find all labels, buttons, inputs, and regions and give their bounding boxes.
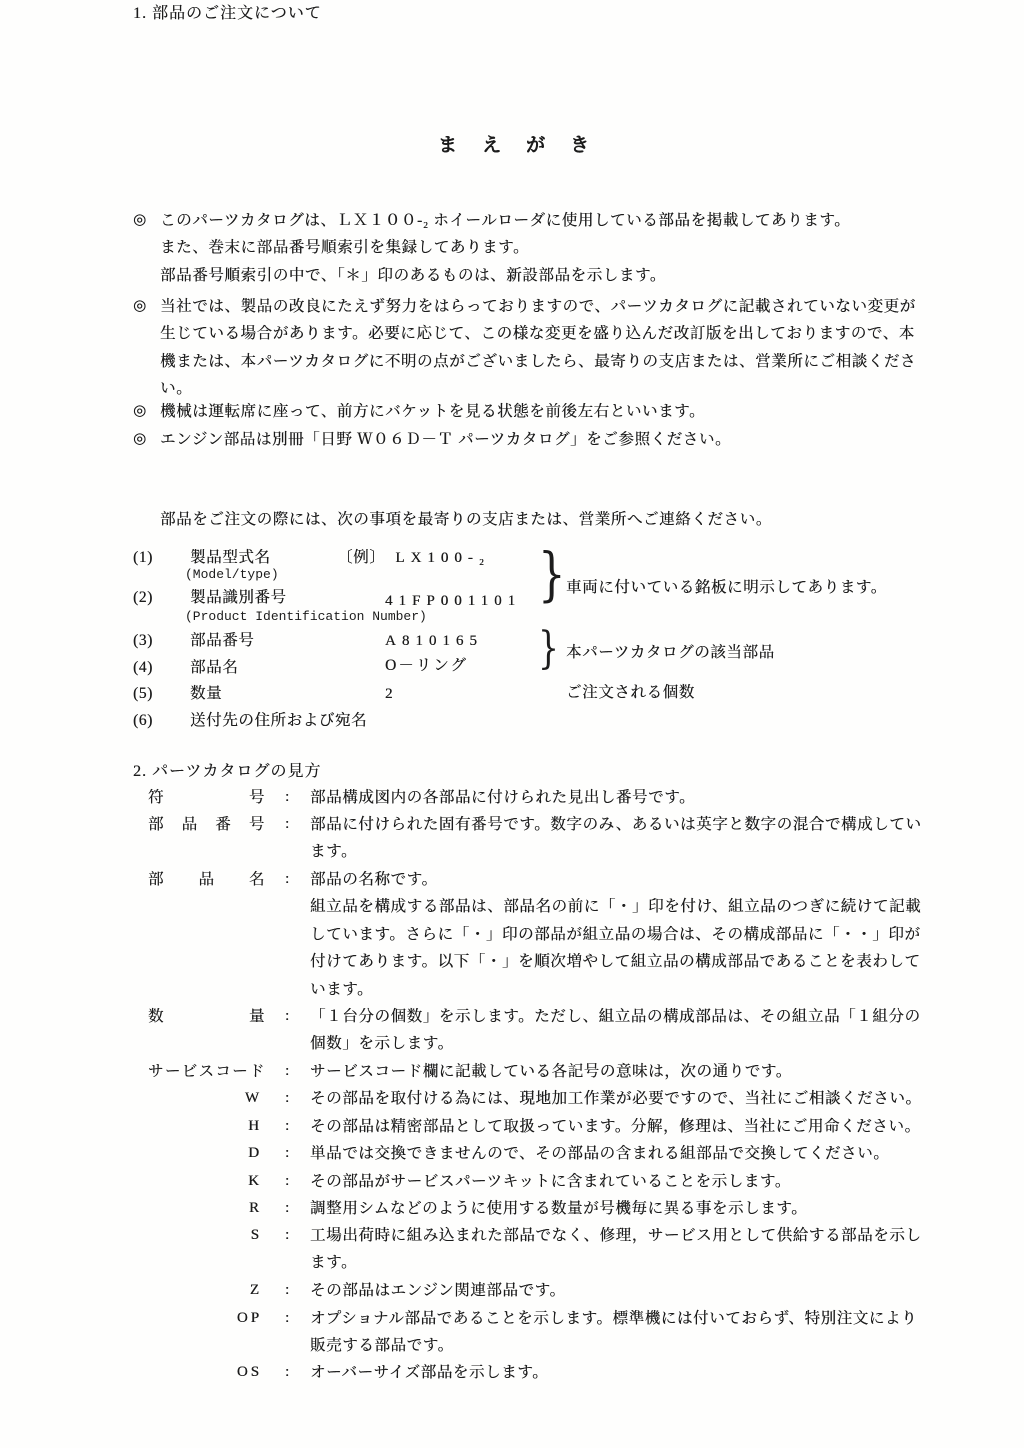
notice-line: 機または、本パーツカタログに不明の点がございましたら、最寄りの支店または、営業所にご相談くださ [160, 352, 917, 370]
item-number: (4) [133, 659, 153, 676]
definition-line: ます。 [310, 843, 358, 861]
item-number: (6) [133, 712, 153, 729]
service-code-letter: OP [236, 1310, 262, 1326]
definition-line: しています。さらに「・」印の部品が組立品の場合は、その構成部品に「・・」印が [310, 925, 921, 943]
definition-line: います。 [310, 980, 374, 998]
notice-text [160, 293, 920, 403]
colon-separator: : [285, 871, 290, 887]
definition-line: その部品は精密部品として取扱っています。分解，修理は、当社にご用命ください。 [310, 1118, 921, 1135]
definition-text [310, 866, 926, 1003]
service-code-text [310, 1277, 926, 1304]
definition-line: オプショナル部品であることを示します。標準機には付いておらず、特別注文により [310, 1310, 918, 1327]
term-label: サ ー ビ ス コ ー ド [148, 1063, 265, 1080]
nameplate-note: 車両に付いている銘板に明示してあります。 [566, 579, 887, 596]
model-type-value: LX100-₂ [395, 550, 491, 566]
colon-separator: : [285, 1227, 290, 1243]
term-label: 符 号 [148, 789, 265, 806]
service-code-letter: S [250, 1227, 262, 1243]
definition-line: その部品がサービスパーツキットに含まれていることを示します。 [310, 1173, 791, 1190]
notice-text [160, 207, 920, 289]
brace-nameplate: } [538, 540, 566, 608]
example-prefix: 〔例〕 [337, 549, 386, 566]
notice-item [133, 398, 920, 425]
notice-text [160, 426, 920, 453]
section2-heading: 2. パーツカタログの見方 [133, 763, 322, 780]
item-number: (2) [133, 589, 153, 606]
definition-line: 販売する部品です。 [310, 1337, 454, 1355]
notice-text [160, 398, 920, 425]
definition-text [310, 1003, 926, 1058]
notice-line: エンジン部品は別冊「日野 Ｗ０６Ｄ－Ｔ パーツカタログ」をご参照ください。 [160, 431, 732, 448]
definition-line: ます。 [310, 1254, 358, 1272]
definition-line: 個数」を示します。 [310, 1035, 454, 1053]
service-code-text [310, 1085, 926, 1112]
definition-line: 組立品を構成する部品は、部品名の前に「・」印を付け、組立品のつぎに続けて記載 [310, 898, 922, 916]
page-title: ま え が き [438, 135, 593, 156]
service-code-text [310, 1222, 926, 1277]
service-code-letter: D [248, 1145, 262, 1161]
item-sublabel-en: (Model/type) [185, 567, 279, 582]
notice-item [133, 426, 920, 453]
service-code-text [310, 1113, 926, 1140]
definition-line: 調整用シムなどのように使用する数量が号機毎に異る事を示します。 [310, 1200, 808, 1217]
service-code-letter: Z [249, 1282, 262, 1298]
definition-line: 単品では交換できませんので、その部品の含まれる組部品で交換してください。 [310, 1145, 890, 1162]
service-code-letter: W [244, 1090, 262, 1106]
quantity-value: 2 [385, 686, 399, 702]
definition-text [310, 784, 926, 811]
part-number-value: A810165 [385, 633, 483, 649]
colon-separator: : [285, 1118, 290, 1134]
notice-line: このパーツカタログは、ＬＸ１００-₂ ホイールローダに使用している部品を掲載してあります。 [160, 212, 851, 229]
serial-number-value: 41FP001101 [385, 593, 522, 609]
double-circle-bullet-icon: ◎ [133, 298, 147, 314]
part-name-value: O－リング [385, 657, 468, 674]
notice-line: い。 [160, 380, 193, 398]
notice-line: 部品番号順索引の中で、「＊」印のあるものは、新設部品を示します。 [160, 266, 666, 284]
item-label: 送付先の住所および宛名 [190, 712, 368, 729]
colon-separator: : [285, 816, 290, 832]
colon-separator: : [285, 1173, 290, 1189]
item-sublabel-en: (Product Identification Number) [185, 609, 427, 624]
item-number: (3) [133, 632, 153, 649]
term-label: 部 品 番 号 [148, 816, 265, 833]
item-label: 数量 [190, 685, 223, 702]
notice-line: また、巻末に部品番号順索引を集録してあります。 [160, 239, 530, 257]
item-label: 製品識別番号 [190, 589, 287, 606]
item-label: 製品型式名 [190, 549, 271, 566]
colon-separator: : [285, 1364, 290, 1380]
colon-separator: : [285, 1282, 290, 1298]
definition-line: サービスコード欄に記載している各記号の意味は，次の通りです。 [310, 1063, 792, 1080]
notice-item [133, 207, 920, 289]
service-code-text [310, 1140, 926, 1167]
double-circle-bullet-icon: ◎ [133, 403, 147, 419]
section1-heading: 1. 部品のご注文について [133, 5, 322, 22]
item-number: (5) [133, 685, 153, 702]
definition-line: その部品を取付ける為には、現地加工作業が必要ですので、当社にご相談ください。 [310, 1090, 922, 1107]
item-value [337, 548, 490, 568]
brace-catalog-part: } [538, 623, 559, 674]
order-qty-note: ご注文される個数 [566, 684, 695, 701]
definition-line: オーバーサイズ部品を示します。 [310, 1364, 549, 1381]
double-circle-bullet-icon: ◎ [133, 431, 147, 447]
definition-line: 部品構成図内の各部品に付けられた見出し番号です。 [310, 789, 696, 806]
service-code-text [310, 1195, 926, 1222]
notice-line: 当社では、製品の改良にたえず努力をはらっておりますので、パーツカタログに記載されていない変更が [160, 298, 916, 315]
catalog-part-note: 本パーツカタログの該当部品 [566, 644, 775, 661]
definition-line: 付けてあります。以下「・」を順次増やして組立品の構成部品であることを表わして [310, 953, 921, 971]
service-code-letter: R [248, 1200, 262, 1216]
colon-separator: : [285, 1145, 290, 1161]
definition-text [310, 1058, 926, 1085]
term-label: 数 量 [148, 1008, 265, 1025]
service-code-text [310, 1359, 926, 1386]
service-code-text [310, 1168, 926, 1195]
definition-text [310, 811, 926, 866]
notice-line: 機械は運転席に座って、前方にバケットを見る状態を前後左右といいます。 [160, 403, 706, 420]
service-code-letter: OS [236, 1364, 262, 1380]
colon-separator: : [285, 789, 290, 805]
definition-line: 「１台分の個数」を示します。ただし、組立品の構成部品は、その組立品「１組分の [310, 1008, 921, 1025]
definition-line: その部品はエンジン関連部品です。 [310, 1282, 566, 1299]
item-label: 部品名 [190, 659, 239, 676]
item-number: (1) [133, 549, 153, 566]
definition-line: 工場出荷時に組み込まれた部品でなく、修理，サービス用として供給する部品を示し [310, 1227, 922, 1244]
colon-separator: : [285, 1090, 290, 1106]
service-code-text [310, 1305, 926, 1360]
colon-separator: : [285, 1008, 290, 1024]
service-code-letter: H [248, 1118, 262, 1134]
service-code-letter: K [248, 1173, 262, 1189]
colon-separator: : [285, 1200, 290, 1216]
section1-intro: 部品をご注文の際には、次の事項を最寄りの支店または、営業所へご連絡ください。 [160, 511, 772, 528]
notice-item [133, 293, 920, 403]
double-circle-bullet-icon: ◎ [133, 212, 147, 228]
definition-line: 部品の名称です。 [310, 871, 438, 888]
notice-line: 生じている場合があります。必要に応じて、この様な変更を盛り込んだ改訂版を出しておりますので、本 [160, 325, 915, 343]
colon-separator: : [285, 1310, 290, 1326]
definition-line: 部品に付けられた固有番号です。数字のみ、あるいは英字と数字の混合で構成してい [310, 816, 922, 833]
colon-separator: : [285, 1063, 290, 1079]
item-label: 部品番号 [190, 632, 255, 649]
term-label: 部 品 名 [148, 871, 265, 888]
